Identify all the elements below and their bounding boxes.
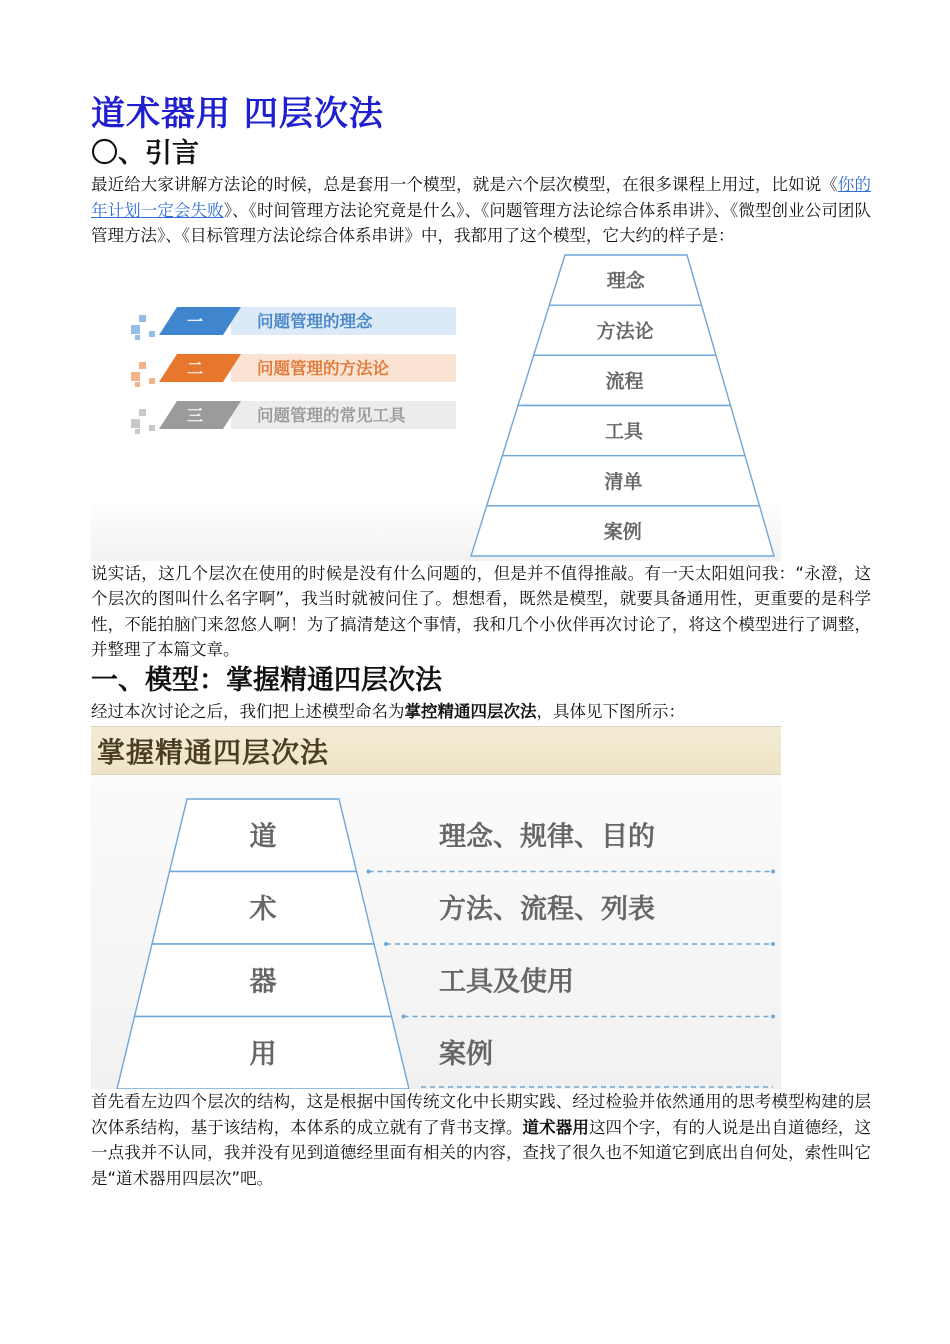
decor-square bbox=[149, 331, 155, 337]
decor-square bbox=[149, 425, 155, 431]
level-row-1 bbox=[170, 799, 776, 874]
list-number: 三 bbox=[186, 405, 204, 425]
decor-square bbox=[131, 325, 140, 334]
pyramid-level-6 bbox=[471, 505, 774, 555]
pyramid-level-label: 清单 bbox=[604, 470, 643, 493]
level-name: 道 bbox=[249, 821, 277, 853]
list-label: 问题管理的方法论 bbox=[257, 358, 389, 378]
model-p2-text-b: 这四个字，有的人说是出自道德经，这一点我并不认同，我并没有见到道德经里面有相关的内容，查找了很久也不知道它到底出自何处，索性叫它是“道术器用四层次”吧。 bbox=[91, 1117, 872, 1188]
section-heading-model: 一、模型：掌握精通四层次法 bbox=[91, 664, 442, 696]
four-level-model-figure bbox=[91, 726, 781, 1089]
decor-square bbox=[131, 372, 140, 381]
six-level-pyramid bbox=[471, 255, 774, 556]
model-text-b: ，具体见下图所示： bbox=[536, 701, 685, 721]
model-list-item-1 bbox=[131, 307, 456, 340]
pyramid-level-label: 理念 bbox=[606, 269, 645, 292]
intro-paragraph-1 bbox=[91, 172, 871, 249]
decor-square bbox=[135, 382, 140, 387]
model-p2-text-a: 首先看左边四个层次的结构，这是根据中国传统文化中长期实践、经过检验并依然通用的思考模型构建的层次体系结构，基于该结构，本体系的成立就有了背书支撑。 bbox=[91, 1092, 871, 1137]
separator-dot bbox=[384, 942, 388, 946]
pyramid-level-3 bbox=[518, 355, 731, 405]
level-description: 案例 bbox=[439, 1038, 493, 1070]
document-title: 道术器用 四层次法 bbox=[91, 94, 384, 134]
model-paragraph-2 bbox=[91, 1089, 871, 1191]
pyramid-level-label: 方法论 bbox=[596, 319, 654, 342]
list-label: 问题管理的常见工具 bbox=[257, 405, 406, 425]
model-text-a: 经过本次讨论之后，我们把上述模型命名为 bbox=[91, 701, 405, 721]
level-description: 方法、流程、列表 bbox=[439, 893, 655, 925]
intro-paragraph-2: 说实话，这几个层次在使用的时候是没有什么问题的，但是并不值得推敲。有一天太阳姐问我：“永澄，这个层次的图叫什么名字啊”，我当时就被问住了。想想看，既然是模型，就要具备通用性，更重要的是科学性，不能拍脑门来忽悠人啊！为了搞清楚这个事情，我和几个小伙伴再次讨论了，将这个模型进行了调整，并整理了本篇文章。 bbox=[91, 563, 871, 659]
level-name: 术 bbox=[249, 893, 277, 925]
level-name: 用 bbox=[249, 1038, 277, 1070]
decor-square bbox=[139, 362, 146, 369]
list-number: 二 bbox=[186, 358, 204, 378]
dao-shu-qi-yong-bold: 道术器用 bbox=[522, 1117, 589, 1137]
model-list-item-2 bbox=[131, 354, 456, 387]
six-level-model-figure bbox=[91, 253, 781, 561]
level-description: 理念、规律、目的 bbox=[439, 821, 655, 853]
four-level-pyramid-graphic bbox=[91, 775, 781, 1089]
pyramid-level-label: 工具 bbox=[604, 420, 643, 443]
figure-header bbox=[91, 727, 781, 775]
section-heading-intro: 〇、引言 bbox=[91, 138, 199, 169]
pyramid-level-label: 流程 bbox=[605, 369, 644, 392]
level-name: 器 bbox=[249, 966, 277, 998]
separator-dot bbox=[771, 1015, 775, 1019]
model-list-item-3 bbox=[131, 401, 456, 434]
separator-dot bbox=[771, 942, 775, 946]
decor-square bbox=[135, 429, 140, 434]
separator-dot bbox=[367, 870, 371, 874]
decor-square bbox=[139, 315, 146, 322]
separator-dot bbox=[771, 870, 775, 874]
pyramid-level-2 bbox=[534, 305, 716, 355]
pyramid-level-label: 案例 bbox=[603, 520, 642, 543]
article-link[interactable]: 你的年计划一定会失败 bbox=[91, 175, 872, 220]
figure-header-title: 掌握精通四层次法 bbox=[97, 736, 330, 769]
level-row-2 bbox=[152, 872, 775, 947]
list-label: 问题管理的理念 bbox=[257, 311, 373, 331]
decor-square bbox=[149, 378, 155, 384]
document-page bbox=[91, 92, 871, 1191]
list-number: 一 bbox=[186, 311, 204, 331]
level-description: 工具及使用 bbox=[439, 966, 574, 998]
level-row-3 bbox=[135, 944, 776, 1019]
decor-square bbox=[139, 409, 146, 416]
separator-dot bbox=[402, 1015, 406, 1019]
pyramid-level-1 bbox=[549, 255, 701, 305]
level-row-4 bbox=[117, 1017, 773, 1090]
decor-square bbox=[135, 335, 140, 340]
pyramid-level-5 bbox=[487, 455, 760, 505]
model-name-bold: 掌控精通四层次法 bbox=[404, 701, 537, 721]
intro-text-a: 最近给大家讲解方法论的时候，总是套用一个模型，就是六个层次模型，在很多课程上用过，比如说《 bbox=[91, 175, 838, 194]
decor-square bbox=[131, 419, 140, 428]
intro-text-b: 》、《时间管理方法论究竟是什么》、《问题管理方法论综合体系串讲》、《微型创业公司团队管理方法》、《目标管理方法论综合体系串讲》中，我都用了这个模型，它大约的样子是： bbox=[91, 200, 872, 245]
model-paragraph-1 bbox=[91, 699, 871, 725]
six-level-model-graphic bbox=[91, 253, 781, 561]
pyramid-level-4 bbox=[502, 405, 745, 455]
